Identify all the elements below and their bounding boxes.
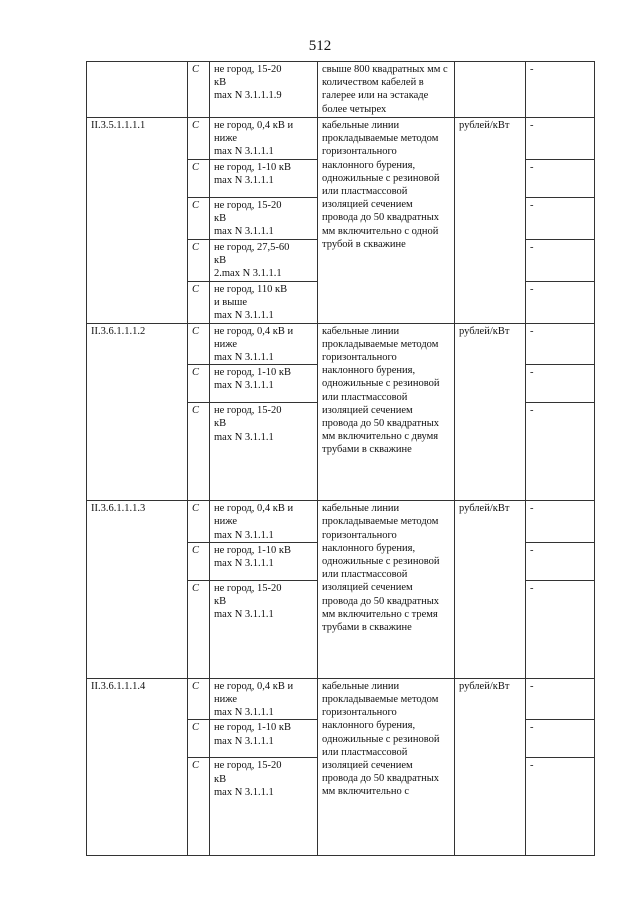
- value-cell: -: [526, 365, 595, 403]
- value-cell: -: [526, 323, 595, 365]
- value-cell: -: [526, 678, 595, 720]
- unit-cell: рублей/кВт: [455, 118, 526, 324]
- voltage-cell: не город, 0,4 кВ и ниже max N 3.1.1.1: [210, 678, 318, 720]
- table-row: [87, 678, 595, 720]
- value-cell: -: [526, 198, 595, 240]
- category-cell: С: [188, 501, 210, 543]
- voltage-cell: не город, 0,4 кВ и ниже max N 3.1.1.1: [210, 501, 318, 543]
- category-cell: С: [188, 240, 210, 282]
- voltage-cell: не город, 15-20 кВ max N 3.1.1.1: [210, 758, 318, 856]
- category-cell: С: [188, 198, 210, 240]
- category-cell: С: [188, 62, 210, 118]
- voltage-cell: не город, 0,4 кВ и ниже max N 3.1.1.1: [210, 323, 318, 365]
- category-cell: С: [188, 365, 210, 403]
- table-row: [87, 501, 595, 543]
- tariff-table: [86, 61, 595, 856]
- voltage-cell: не город, 15-20 кВ max N 3.1.1.1.9: [210, 62, 318, 118]
- item-code: II.3.6.1.1.1.2: [87, 323, 188, 501]
- value-cell: -: [526, 160, 595, 198]
- description-cell: кабельные линии прокладываемые методом горизонтального наклонного бурения, одножильные с резиновой или пластмассовой изоляцией сечением провода до 50 квадратных мм включительно с одной трубой в скважине: [318, 118, 455, 324]
- unit-cell: рублей/кВт: [455, 678, 526, 856]
- voltage-cell: не город, 27,5-60 кВ 2.max N 3.1.1.1: [210, 240, 318, 282]
- category-cell: С: [188, 580, 210, 678]
- voltage-cell: не город, 1-10 кВ max N 3.1.1.1: [210, 160, 318, 198]
- category-cell: С: [188, 678, 210, 720]
- value-cell: -: [526, 758, 595, 856]
- category-cell: С: [188, 160, 210, 198]
- table-row: [87, 323, 595, 365]
- category-cell: С: [188, 323, 210, 365]
- value-cell: -: [526, 62, 595, 118]
- category-cell: С: [188, 281, 210, 323]
- unit-cell: [455, 62, 526, 118]
- category-cell: С: [188, 542, 210, 580]
- category-cell: С: [188, 118, 210, 160]
- value-cell: -: [526, 501, 595, 543]
- category-cell: С: [188, 758, 210, 856]
- category-cell: С: [188, 720, 210, 758]
- item-code: II.3.6.1.1.1.4: [87, 678, 188, 856]
- description-cell: кабельные линии прокладываемые методом горизонтального наклонного бурения, одножильные с резиновой или пластмассовой изоляцией сечением провода до 50 квадратных мм включительно с тремя трубами в скважине: [318, 501, 455, 679]
- value-cell: -: [526, 240, 595, 282]
- voltage-cell: не город, 0,4 кВ и ниже max N 3.1.1.1: [210, 118, 318, 160]
- value-cell: -: [526, 580, 595, 678]
- table-row: [87, 62, 595, 118]
- value-cell: -: [526, 281, 595, 323]
- unit-cell: рублей/кВт: [455, 323, 526, 501]
- item-code: II.3.6.1.1.1.3: [87, 501, 188, 679]
- description-cell: кабельные линии прокладываемые методом горизонтального наклонного бурения, одножильные с резиновой или пластмассовой изоляцией сечением провода до 50 квадратных мм включительно с: [318, 678, 455, 856]
- voltage-cell: не город, 110 кВ и выше max N 3.1.1.1: [210, 281, 318, 323]
- voltage-cell: не город, 1-10 кВ max N 3.1.1.1: [210, 365, 318, 403]
- item-code: [87, 62, 188, 118]
- unit-cell: рублей/кВт: [455, 501, 526, 679]
- value-cell: -: [526, 542, 595, 580]
- value-cell: -: [526, 118, 595, 160]
- table-row: [87, 118, 595, 160]
- description-cell: свыше 800 квадратных мм с количеством кабелей в галерее или на эстакаде более четырех: [318, 62, 455, 118]
- voltage-cell: не город, 1-10 кВ max N 3.1.1.1: [210, 542, 318, 580]
- voltage-cell: не город, 15-20 кВ max N 3.1.1.1: [210, 403, 318, 501]
- item-code: II.3.5.1.1.1.1: [87, 118, 188, 324]
- voltage-cell: не город, 15-20 кВ max N 3.1.1.1: [210, 198, 318, 240]
- voltage-cell: не город, 1-10 кВ max N 3.1.1.1: [210, 720, 318, 758]
- description-cell: кабельные линии прокладываемые методом горизонтального наклонного бурения, одножильные с резиновой или пластмассовой изоляцией сечением провода до 50 квадратных мм включительно с двумя трубами в скважине: [318, 323, 455, 501]
- page-number: 512: [308, 38, 332, 54]
- voltage-cell: не город, 15-20 кВ max N 3.1.1.1: [210, 580, 318, 678]
- category-cell: С: [188, 403, 210, 501]
- value-cell: -: [526, 720, 595, 758]
- value-cell: -: [526, 403, 595, 501]
